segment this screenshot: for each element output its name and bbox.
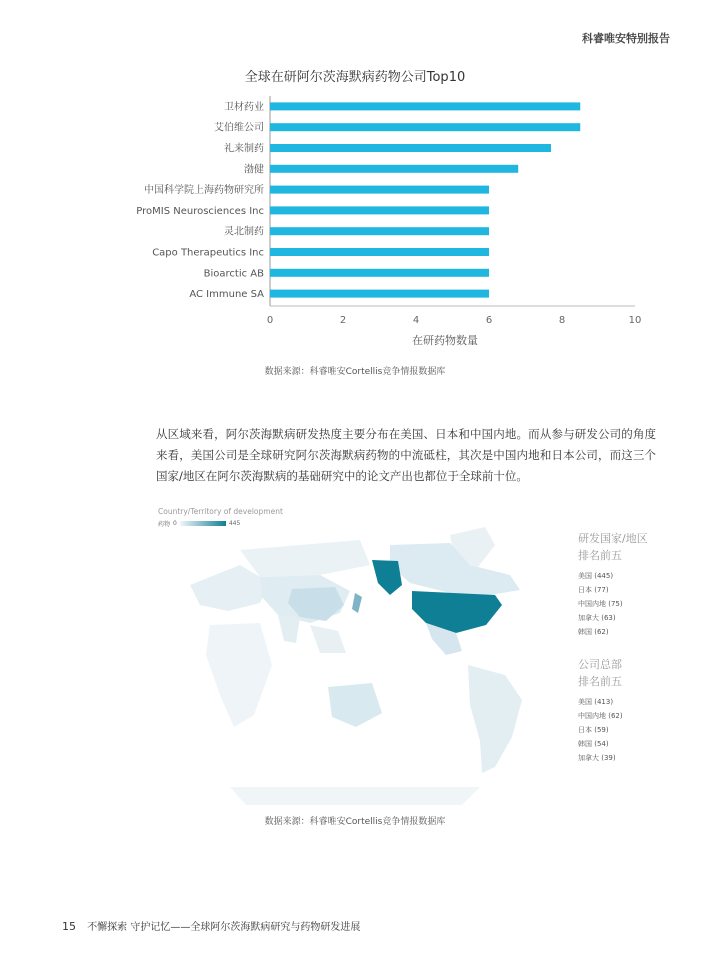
footer-text: 不懈探索 守护记忆——全球阿尔茨海默病研究与药物研发进展	[87, 922, 361, 933]
map-source: 数据来源：科睿唯安Cortellis竞争情报数据库	[264, 817, 446, 827]
chart-title: 全球在研阿尔茨海默病药物公司Top10	[244, 70, 466, 85]
rank1-title-line2: 排名前五	[578, 549, 622, 562]
map-africa	[206, 623, 272, 727]
x-tick-label: 6	[485, 315, 493, 326]
category-label: 卫材药业	[224, 101, 264, 113]
rank1-title	[578, 530, 648, 564]
page-footer	[62, 918, 360, 933]
bar	[270, 102, 580, 110]
bar	[270, 248, 489, 256]
category-label: 艾伯维公司	[214, 122, 264, 134]
page-number: 15	[62, 920, 76, 933]
bar	[270, 290, 489, 298]
category-label: AC Immune SA	[189, 289, 264, 301]
bar	[270, 186, 489, 194]
world-map	[150, 505, 570, 815]
category-label: ProMIS Neurosciences Inc	[136, 205, 264, 217]
bar	[270, 206, 489, 214]
map-antarctica	[230, 787, 480, 805]
x-tick-label: 8	[558, 315, 566, 326]
rank2-item: 日本 (59)	[578, 726, 609, 734]
map-russia	[240, 540, 370, 577]
category-label: 渤健	[244, 164, 264, 176]
rank1-list	[578, 569, 623, 639]
bar	[270, 123, 580, 131]
rank1-item: 中国内地 (75)	[578, 600, 623, 608]
x-axis-label: 在研药物数量	[412, 334, 478, 347]
map-japan	[352, 593, 362, 613]
category-label: Capo Therapeutics Inc	[152, 247, 264, 259]
body-paragraph: 从区域来看，阿尔茨海默病研发热度主要分布在美国、日本和中国内地。而从参与研发公司的角度来看，美国公司是全球研究阿尔茨海默病药物的中流砥柱，其次是中国内地和日本公司，而这三个国家/地区在阿尔茨海默病的基础研究中的论文产出也都位于全球前十位。	[156, 427, 656, 483]
rank2-item: 加拿大 (39)	[578, 754, 616, 762]
rank1-item: 韩国 (62)	[578, 628, 609, 636]
map-canada	[390, 543, 520, 595]
map-legend-max: 445	[228, 520, 241, 527]
bar	[270, 269, 489, 277]
report-header: 科睿唯安特别报告	[582, 32, 670, 45]
bar	[270, 144, 551, 152]
bar-chart	[0, 0, 710, 360]
map-se-asia	[310, 625, 346, 653]
map-usa	[412, 591, 502, 633]
rank2-item: 中国内地 (62)	[578, 712, 623, 720]
rank2-title-line1: 公司总部	[578, 658, 622, 671]
category-label: Bioarctic AB	[203, 268, 264, 280]
map-india	[278, 615, 300, 643]
rank2-item: 美国 (413)	[578, 698, 614, 706]
map-south-america	[468, 665, 522, 773]
x-tick-label: 0	[266, 315, 274, 326]
map-australia	[328, 683, 382, 727]
chart-source: 数据来源：科睿唯安Cortellis竞争情报数据库	[264, 367, 446, 377]
rank1-item: 美国 (445)	[578, 572, 614, 580]
x-tick-label: 2	[339, 315, 347, 326]
rank2-item: 韩国 (54)	[578, 740, 609, 748]
map-legend-min: 0	[173, 520, 177, 527]
category-label: 中国科学院上海药物研究所	[144, 185, 264, 197]
rank1-item: 日本 (77)	[578, 586, 609, 594]
category-label: 灵北制药	[224, 226, 264, 238]
category-label: 礼来制药	[224, 143, 264, 155]
rank1-item: 加拿大 (63)	[578, 614, 616, 622]
rank1-title-line1: 研发国家/地区	[578, 532, 648, 545]
bar	[270, 165, 518, 173]
map-legend-label: 药物	[158, 521, 171, 528]
map-alaska	[372, 560, 402, 595]
rank2-list	[578, 695, 623, 765]
rank2-title-line2: 排名前五	[578, 675, 622, 688]
x-tick-label: 10	[628, 315, 642, 326]
rank2-title	[578, 656, 622, 690]
x-tick-label: 4	[412, 315, 420, 326]
map-title: Country/Territory of development	[158, 507, 283, 516]
bar	[270, 227, 489, 235]
